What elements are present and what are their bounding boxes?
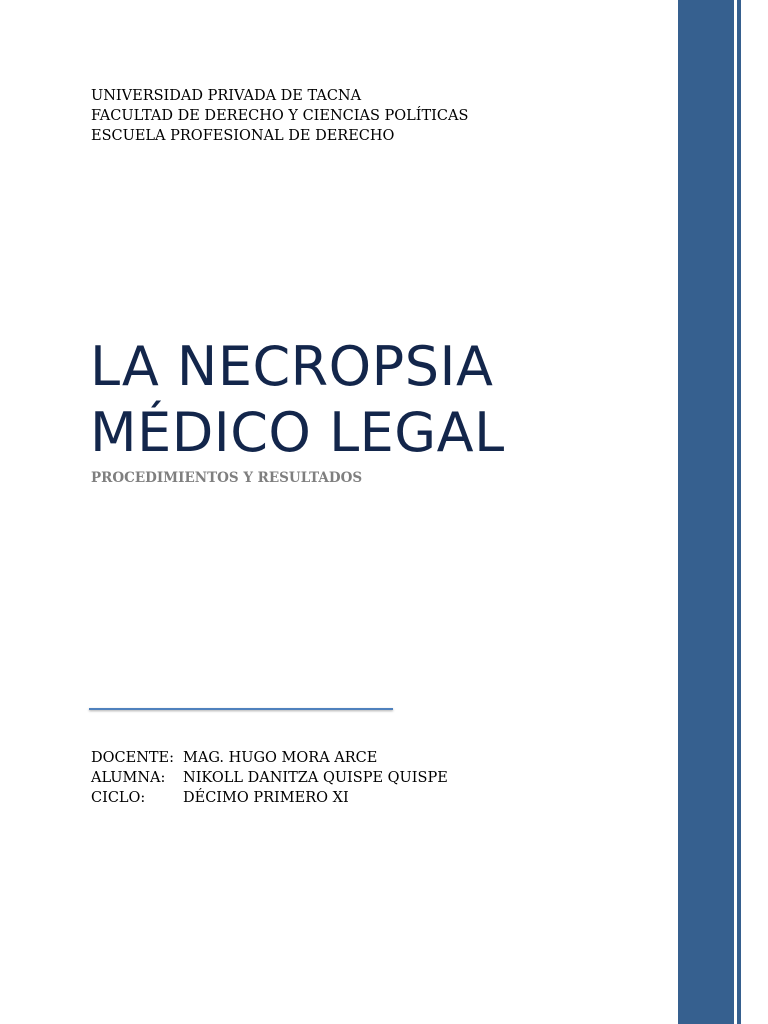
divider-line (89, 708, 393, 710)
document-title (90, 334, 505, 466)
teacher-row (91, 748, 448, 768)
student-value: NIKOLL DANITZA QUISPE QUISPE (183, 770, 448, 786)
title-line-2: MÉDICO LEGAL (90, 401, 505, 464)
title-line-1: LA NECROPSIA (90, 335, 494, 398)
student-label: ALUMNA: (91, 770, 166, 786)
school-name: ESCUELA PROFESIONAL DE DERECHO (91, 128, 395, 144)
faculty-name: FACULTAD DE DERECHO Y CIENCIAS POLÍTICAS (91, 108, 469, 124)
cycle-label: CICLO: (91, 790, 146, 806)
cycle-value: DÉCIMO PRIMERO XI (183, 790, 349, 806)
author-details (91, 748, 448, 808)
decorative-side-bar (678, 0, 734, 1024)
side-bar-thin-stripe (737, 0, 741, 1024)
student-row (91, 768, 448, 788)
teacher-label: DOCENTE: (91, 750, 175, 766)
cycle-row (91, 788, 448, 808)
institution-block (91, 86, 468, 146)
university-name: UNIVERSIDAD PRIVADA DE TACNA (91, 88, 362, 104)
document-subtitle: PROCEDIMIENTOS Y RESULTADOS (91, 470, 363, 486)
teacher-value: MAG. HUGO MORA ARCE (183, 750, 378, 766)
